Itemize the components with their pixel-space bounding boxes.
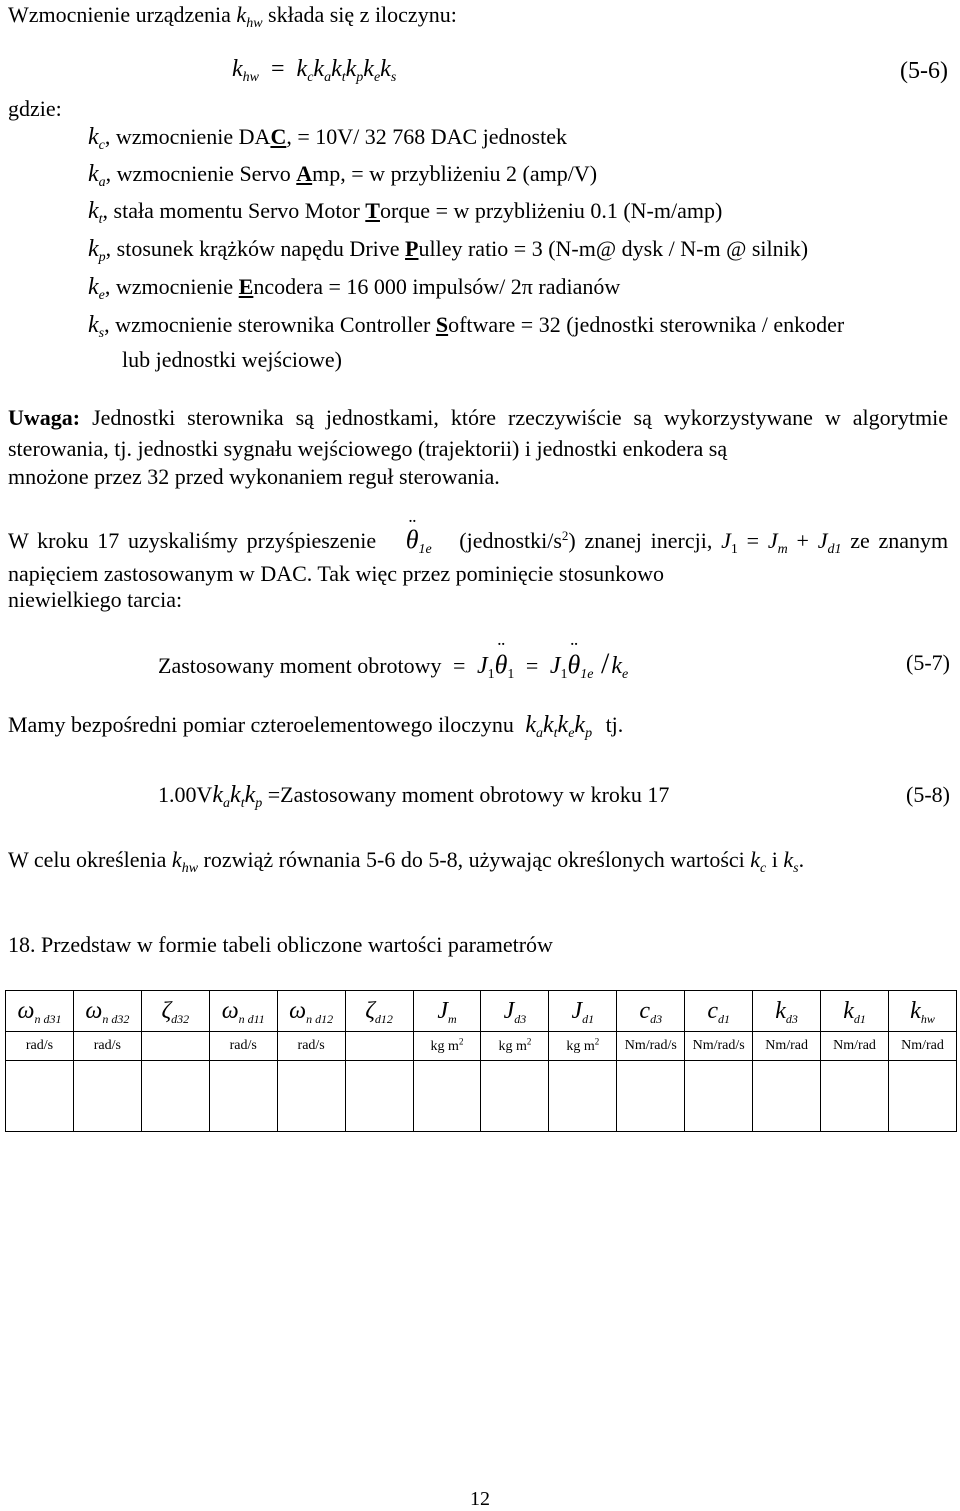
def-k: k bbox=[88, 198, 99, 224]
eq-sign-2: = bbox=[746, 528, 760, 553]
wcelu-s1: hw bbox=[181, 861, 199, 876]
eq56-term-k-4: k bbox=[363, 56, 374, 82]
unit-text: Nm/rad/s bbox=[624, 1038, 677, 1053]
header-subscript: d12 bbox=[374, 1011, 393, 1026]
table-unit-cell bbox=[413, 1032, 481, 1061]
header-symbol: ω bbox=[221, 997, 239, 1024]
divide-slash: / bbox=[600, 647, 610, 680]
table-header-cell bbox=[6, 991, 74, 1032]
header-symbol: ω bbox=[85, 997, 103, 1024]
J1: J bbox=[721, 528, 731, 553]
unit-text: rad/s bbox=[229, 1038, 257, 1053]
wcelu-s2: c bbox=[760, 861, 767, 876]
header-subscript: d1 bbox=[853, 1011, 866, 1026]
eq57-theta2: ¨ θ bbox=[567, 650, 580, 680]
def-underlined-letter: A bbox=[296, 161, 313, 186]
table-unit-cell bbox=[549, 1032, 617, 1061]
header-symbol: ω bbox=[17, 997, 35, 1024]
equation-5-7 bbox=[158, 647, 628, 681]
table-header-cell bbox=[277, 991, 345, 1032]
intro-line bbox=[8, 2, 457, 31]
mamy-line bbox=[8, 712, 623, 739]
def-text-rest: oftware = 32 (jednostki sterownika / enkoder bbox=[448, 312, 845, 337]
header-symbol: k bbox=[843, 997, 854, 1024]
def-text: , stała momentu Servo Motor bbox=[102, 198, 366, 223]
definition-a bbox=[88, 161, 597, 188]
def-text-rest: ulley ratio = 3 (N-m@ dysk / N-m @ silnik) bbox=[418, 236, 809, 261]
def-sub: c bbox=[98, 138, 105, 153]
eq57-theta2-sub: 1e bbox=[580, 667, 594, 682]
eq58-lead: 1.00V bbox=[158, 782, 213, 807]
eq57-k: k bbox=[611, 653, 622, 679]
mamy-tail: tj. bbox=[605, 712, 624, 737]
table-header-cell bbox=[888, 991, 956, 1032]
page-number: 12 bbox=[470, 1488, 490, 1510]
header-subscript: n d12 bbox=[306, 1011, 334, 1026]
header-symbol: J bbox=[503, 997, 515, 1024]
krok17-text-3: ) znanej inercji, bbox=[568, 528, 713, 553]
def-text-rest: ncodera = 16 000 impulsów/ 2π radianów bbox=[253, 274, 621, 299]
task-18: 18. Przedstaw w formie tabeli obliczone wartości parametrów bbox=[8, 932, 553, 957]
eq56-term-sub-0: c bbox=[307, 70, 314, 85]
krok17-sup: 2 bbox=[561, 528, 569, 543]
header-subscript: d3 bbox=[650, 1011, 663, 1026]
Jd-sub: d1 bbox=[827, 542, 842, 557]
krok17-paragraph bbox=[8, 523, 948, 590]
mamy-term-k-0: k bbox=[525, 712, 536, 738]
def-underlined-letter: C bbox=[270, 124, 287, 149]
eq56-term-sub-2: t bbox=[341, 70, 346, 85]
header-symbol: c bbox=[639, 997, 651, 1024]
definition-p bbox=[88, 236, 808, 263]
table-header-cell bbox=[413, 991, 481, 1032]
wcelu-period: . bbox=[798, 847, 805, 872]
def-underlined-letter: S bbox=[435, 312, 449, 337]
table-value-cell bbox=[888, 1061, 956, 1132]
table-unit-cell bbox=[617, 1032, 685, 1061]
mamy-terms bbox=[525, 712, 593, 741]
table-value-cell bbox=[209, 1061, 277, 1132]
unit-text: kg $m^2$ bbox=[430, 1036, 464, 1055]
unit-text: rad/s bbox=[297, 1038, 325, 1053]
table-header-cell bbox=[753, 991, 821, 1032]
definition-t bbox=[88, 198, 722, 225]
header-symbol: J bbox=[437, 997, 448, 1024]
wcelu-line bbox=[8, 847, 805, 876]
Jm-sub: m bbox=[777, 542, 788, 557]
eq-sign: = bbox=[271, 56, 285, 82]
header-symbol: c bbox=[707, 997, 718, 1024]
unit-text: Nm/rad bbox=[833, 1038, 876, 1053]
table-header-cell bbox=[481, 991, 549, 1032]
def-underlined-letter: E bbox=[238, 274, 254, 299]
header-subscript: d3 bbox=[514, 1011, 527, 1026]
def-k: k bbox=[88, 236, 99, 262]
eq58-term-sub-2: p bbox=[255, 796, 263, 811]
eq56-term-k-3: k bbox=[345, 56, 357, 82]
def-k: k bbox=[88, 274, 99, 300]
header-symbol: k bbox=[910, 997, 921, 1024]
equation-number-5-8: (5-8) bbox=[906, 782, 950, 807]
equation-number-5-7: (5-7) bbox=[906, 650, 950, 675]
wcelu-s3: s bbox=[793, 861, 799, 876]
unit-text: kg $m^2$ bbox=[566, 1036, 600, 1055]
def-text-rest: orque = w przybliżeniu 0.1 (N-m/amp) bbox=[379, 198, 723, 223]
def-k: k bbox=[88, 161, 99, 187]
unit-text: kg $m^2$ bbox=[498, 1036, 532, 1055]
table-value-cell bbox=[617, 1061, 685, 1132]
equation-number-5-6: (5-6) bbox=[900, 58, 948, 84]
eq57-theta1-sub: 1 bbox=[507, 667, 515, 682]
k-subscript: hw bbox=[246, 16, 263, 31]
table-empty-row bbox=[6, 1061, 957, 1132]
mamy-term-sub-1: t bbox=[553, 726, 558, 741]
header-subscript: d1 bbox=[582, 1011, 595, 1026]
intro-text: Wzmocnienie urządzenia bbox=[8, 2, 231, 27]
krok17-text-2: (jednostki/s bbox=[459, 528, 562, 553]
eq-lhs-k: k bbox=[232, 56, 243, 82]
mamy-text: Mamy bezpośredni pomiar czteroelementowego iloczynu bbox=[8, 712, 514, 737]
def-text-rest: , = 10V/ 32 768 DAC jednostek bbox=[286, 124, 567, 149]
table-unit-cell bbox=[345, 1032, 413, 1061]
uwaga-paragraph bbox=[8, 402, 948, 464]
eq57-eq1: = bbox=[453, 653, 466, 678]
table-value-cell bbox=[345, 1061, 413, 1132]
mamy-term-sub-2: e bbox=[568, 726, 575, 741]
eq57-theta1: ¨ θ bbox=[495, 650, 508, 680]
def-sub: s bbox=[98, 326, 105, 341]
gdzie-label: gdzie: bbox=[8, 96, 62, 121]
wcelu-text-2: rozwiąż równania 5-6 do 5-8, używając określonych wartości bbox=[203, 847, 745, 872]
def-text-rest: mp, = w przybliżeniu 2 (amp/V) bbox=[312, 161, 598, 186]
eq58-term-k-1: k bbox=[230, 782, 241, 808]
eq58-term-k-2: k bbox=[244, 782, 256, 808]
def-sub: p bbox=[98, 250, 106, 265]
table-header-cell bbox=[685, 991, 753, 1032]
mamy-term-k-3: k bbox=[574, 712, 586, 738]
table-unit-cell bbox=[73, 1032, 141, 1061]
header-subscript: d3 bbox=[785, 1011, 798, 1026]
header-subscript: d1 bbox=[718, 1011, 730, 1026]
plus-sign: + bbox=[796, 528, 809, 553]
equation-5-6 bbox=[232, 56, 396, 83]
eq56-term-k-2: k bbox=[331, 56, 342, 82]
def-text: , wzmocnienie sterownika Controller bbox=[104, 312, 436, 337]
unit-text: Nm/rad bbox=[901, 1038, 944, 1053]
table-value-cell bbox=[549, 1061, 617, 1132]
table-header-cell bbox=[549, 991, 617, 1032]
eq58-term-sub-0: a bbox=[223, 796, 231, 811]
uwaga-label: Uwaga: bbox=[8, 405, 81, 430]
table-unit-cell bbox=[753, 1032, 821, 1061]
unit-text: Nm/rad/s bbox=[692, 1038, 745, 1053]
header-subscript: hw bbox=[920, 1011, 935, 1026]
table-value-cell bbox=[73, 1061, 141, 1132]
header-subscript: n d31 bbox=[34, 1011, 62, 1026]
wcelu-text-1: W celu określenia bbox=[8, 847, 167, 872]
parameters-table bbox=[5, 990, 957, 1132]
wcelu-k2: k bbox=[750, 847, 761, 872]
table-unit-cell bbox=[685, 1032, 753, 1061]
Jd: J bbox=[817, 528, 828, 553]
J1-sub: 1 bbox=[730, 542, 738, 557]
table-header-cell bbox=[821, 991, 889, 1032]
eq58-term-k-0: k bbox=[212, 782, 224, 808]
eq56-term-sub-5: s bbox=[390, 70, 397, 85]
uwaga-text-1: Jednostki sterownika są jednostkami, które rzeczywiście są wykorzystywane w algorytmie sterowania, tj. jednostki sygnału wejściowego (trajektorii) i jednostki enkodera są bbox=[8, 405, 948, 461]
header-subscript: m bbox=[447, 1011, 457, 1026]
def-k: k bbox=[88, 312, 99, 338]
table-unit-cell bbox=[277, 1032, 345, 1061]
unit-text: rad/s bbox=[25, 1038, 54, 1053]
def-text: , wzmocnienie DA bbox=[104, 124, 271, 149]
eq58-term-sub-1: t bbox=[240, 796, 245, 811]
eq-terms bbox=[296, 56, 397, 85]
header-symbol: ζ bbox=[161, 997, 172, 1024]
header-symbol: k bbox=[775, 997, 786, 1024]
Jm: J bbox=[767, 528, 778, 553]
table-value-cell bbox=[277, 1061, 345, 1132]
eq57-eq2: = bbox=[525, 653, 539, 678]
eq56-term-sub-1: a bbox=[324, 70, 332, 85]
table-value-cell bbox=[821, 1061, 889, 1132]
wcelu-k3: k bbox=[783, 847, 794, 872]
table-header-cell bbox=[73, 991, 141, 1032]
def-sub: a bbox=[98, 175, 106, 190]
definition-e bbox=[88, 274, 620, 301]
table-unit-cell bbox=[209, 1032, 277, 1061]
mamy-term-sub-3: p bbox=[585, 726, 593, 741]
header-symbol: ζ bbox=[365, 997, 375, 1024]
table-unit-cell bbox=[821, 1032, 889, 1061]
table-unit-cell bbox=[888, 1032, 956, 1061]
def-sub: t bbox=[98, 212, 103, 227]
eq57-k-sub: e bbox=[621, 667, 629, 682]
eq57-J1-sub: 1 bbox=[487, 667, 495, 682]
header-subscript: n d11 bbox=[238, 1011, 265, 1026]
table-value-cell bbox=[6, 1061, 74, 1132]
krok17-text-6: ze znanym napięciem zastosowanym w DAC. Tak więc przez pominięcie stosunkowo bbox=[8, 528, 949, 586]
mamy-term-k-2: k bbox=[557, 712, 569, 738]
wcelu-k1: k bbox=[171, 847, 182, 872]
table-unit-cell bbox=[141, 1032, 209, 1061]
theta-ddot: ¨ θ bbox=[406, 523, 419, 556]
eq57-J2-sub: 1 bbox=[560, 667, 568, 682]
krok17-text-7: niewielkiego tarcia: bbox=[8, 587, 183, 612]
eq56-term-k-0: k bbox=[296, 56, 308, 82]
equation-5-8 bbox=[158, 782, 669, 809]
definition-c bbox=[88, 124, 567, 151]
k-symbol: k bbox=[236, 2, 247, 27]
def-text: , wzmocnienie Servo bbox=[105, 161, 297, 186]
eq56-term-k-5: k bbox=[380, 56, 391, 82]
header-symbol: J bbox=[571, 997, 583, 1024]
eq-lhs-sub: hw bbox=[242, 70, 259, 85]
def-underlined-letter: T bbox=[365, 198, 380, 223]
def-underlined-letter: P bbox=[405, 236, 419, 261]
unit-text: Nm/rad bbox=[765, 1038, 808, 1053]
table-unit-cell bbox=[481, 1032, 549, 1061]
table-value-cell bbox=[413, 1061, 481, 1132]
table-header-cell bbox=[345, 991, 413, 1032]
eq56-term-sub-4: e bbox=[373, 70, 381, 85]
wcelu-text-3: i bbox=[771, 847, 778, 872]
table-value-cell bbox=[481, 1061, 549, 1132]
eq57-J1: J bbox=[476, 653, 488, 679]
header-subscript: d32 bbox=[171, 1011, 190, 1026]
def-text: , stosunek krążków napędu Drive bbox=[105, 236, 406, 261]
def-text: , wzmocnienie bbox=[104, 274, 239, 299]
table-unit-cell bbox=[6, 1032, 74, 1061]
eq58-terms bbox=[212, 782, 263, 811]
eq58-rhs: =Zastosowany moment obrotowy w kroku 17 bbox=[267, 782, 670, 807]
eq57-label: Zastosowany moment obrotowy bbox=[158, 653, 442, 678]
eq56-term-k-1: k bbox=[313, 56, 325, 82]
intro-tail: składa się z iloczynu: bbox=[268, 2, 457, 27]
mamy-term-k-1: k bbox=[542, 712, 554, 738]
def-sub: e bbox=[98, 288, 105, 303]
mamy-term-sub-0: a bbox=[535, 726, 543, 741]
table-header-row bbox=[6, 991, 957, 1032]
table-value-cell bbox=[685, 1061, 753, 1132]
theta-sub: 1e bbox=[418, 542, 432, 557]
def-k: k bbox=[88, 124, 99, 150]
table-header-cell bbox=[617, 991, 685, 1032]
unit-text: rad/s bbox=[93, 1038, 121, 1053]
eq56-term-sub-3: p bbox=[356, 70, 364, 85]
eq57-J2: J bbox=[549, 653, 561, 679]
table-header-cell bbox=[209, 991, 277, 1032]
definition-s bbox=[88, 312, 844, 339]
table-header-cell bbox=[141, 991, 209, 1032]
header-subscript: n d32 bbox=[102, 1011, 130, 1026]
def-continuation: lub jednostki wejściowe) bbox=[122, 347, 342, 372]
uwaga-text-2: mnożone przez 32 przed wykonaniem reguł sterowania. bbox=[8, 464, 500, 489]
krok17-text-1: W kroku 17 uzyskaliśmy przyśpieszenie bbox=[8, 528, 377, 553]
table-value-cell bbox=[753, 1061, 821, 1132]
table-value-cell bbox=[141, 1061, 209, 1132]
table-units-row bbox=[6, 1032, 957, 1061]
header-symbol: ω bbox=[289, 997, 307, 1024]
